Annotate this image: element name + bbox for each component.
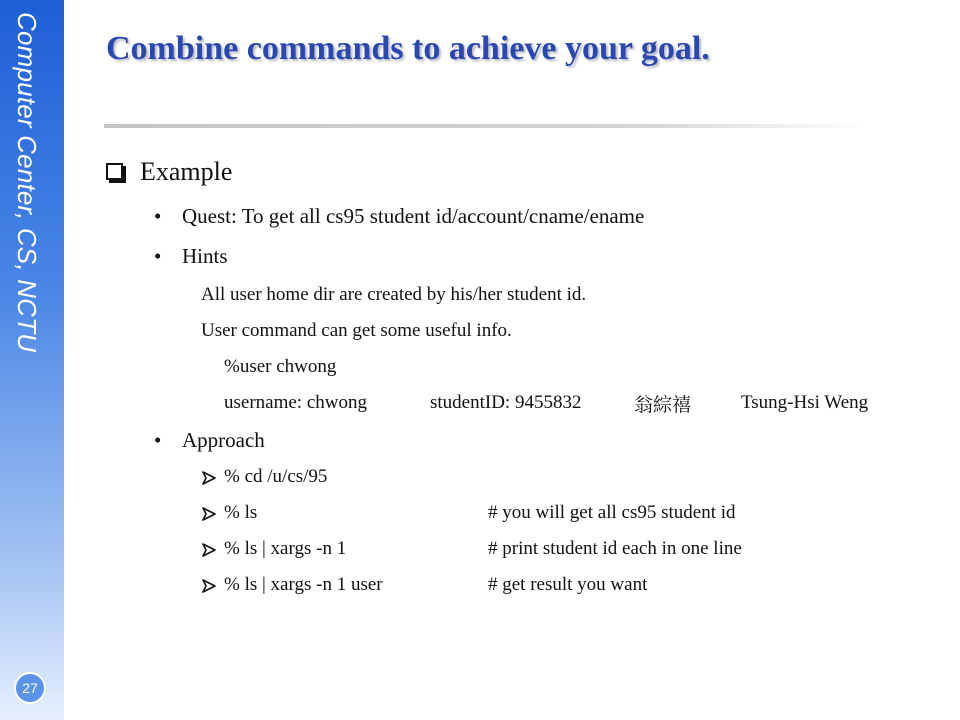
arrow-bullet-icon [201, 542, 217, 558]
square-bullet-icon [106, 163, 123, 180]
hint-output-cname: 翁綜禧 [634, 394, 692, 416]
arrow-bullet-icon [201, 506, 217, 522]
hint-output-username: username: chwong [224, 392, 367, 413]
hint-line: User command can get some useful info. [201, 320, 512, 341]
sidebar [0, 0, 64, 720]
hint-output-ename: Tsung-Hsi Weng [741, 392, 869, 413]
page-number-badge: 27 [14, 672, 46, 704]
approach-step-command: % ls | xargs -n 1 user [224, 574, 383, 595]
approach-step-command: % ls [224, 502, 258, 523]
approach-step-comment: # you will get all cs95 student id [488, 502, 736, 523]
approach-step-command: % cd /u/cs/95 [224, 466, 328, 487]
arrow-bullet-icon [201, 578, 217, 594]
sidebar-label: Computer Center, CS, NCTU [12, 12, 42, 353]
example-heading: Example [140, 157, 233, 186]
bullet-dot-icon: • [154, 428, 162, 452]
hint-output-studentid: studentID: 9455832 [430, 392, 582, 413]
hints-heading: Hints [182, 244, 228, 268]
arrow-bullet-icon [201, 470, 217, 486]
slide-title: Combine commands to achieve your goal. [106, 30, 710, 67]
approach-step-comment: # print student id each in one line [488, 538, 742, 559]
quest-text: Quest: To get all cs95 student id/account/cname/ename [182, 204, 645, 228]
hint-command: %user chwong [224, 356, 337, 377]
approach-heading: Approach [182, 428, 265, 452]
bullet-dot-icon: • [154, 204, 162, 228]
approach-step-comment: # get result you want [488, 574, 648, 595]
title-divider [104, 124, 864, 128]
approach-step-command: % ls | xargs -n 1 [224, 538, 347, 559]
hint-line: All user home dir are created by his/her student id. [201, 284, 587, 305]
bullet-dot-icon: • [154, 244, 162, 268]
